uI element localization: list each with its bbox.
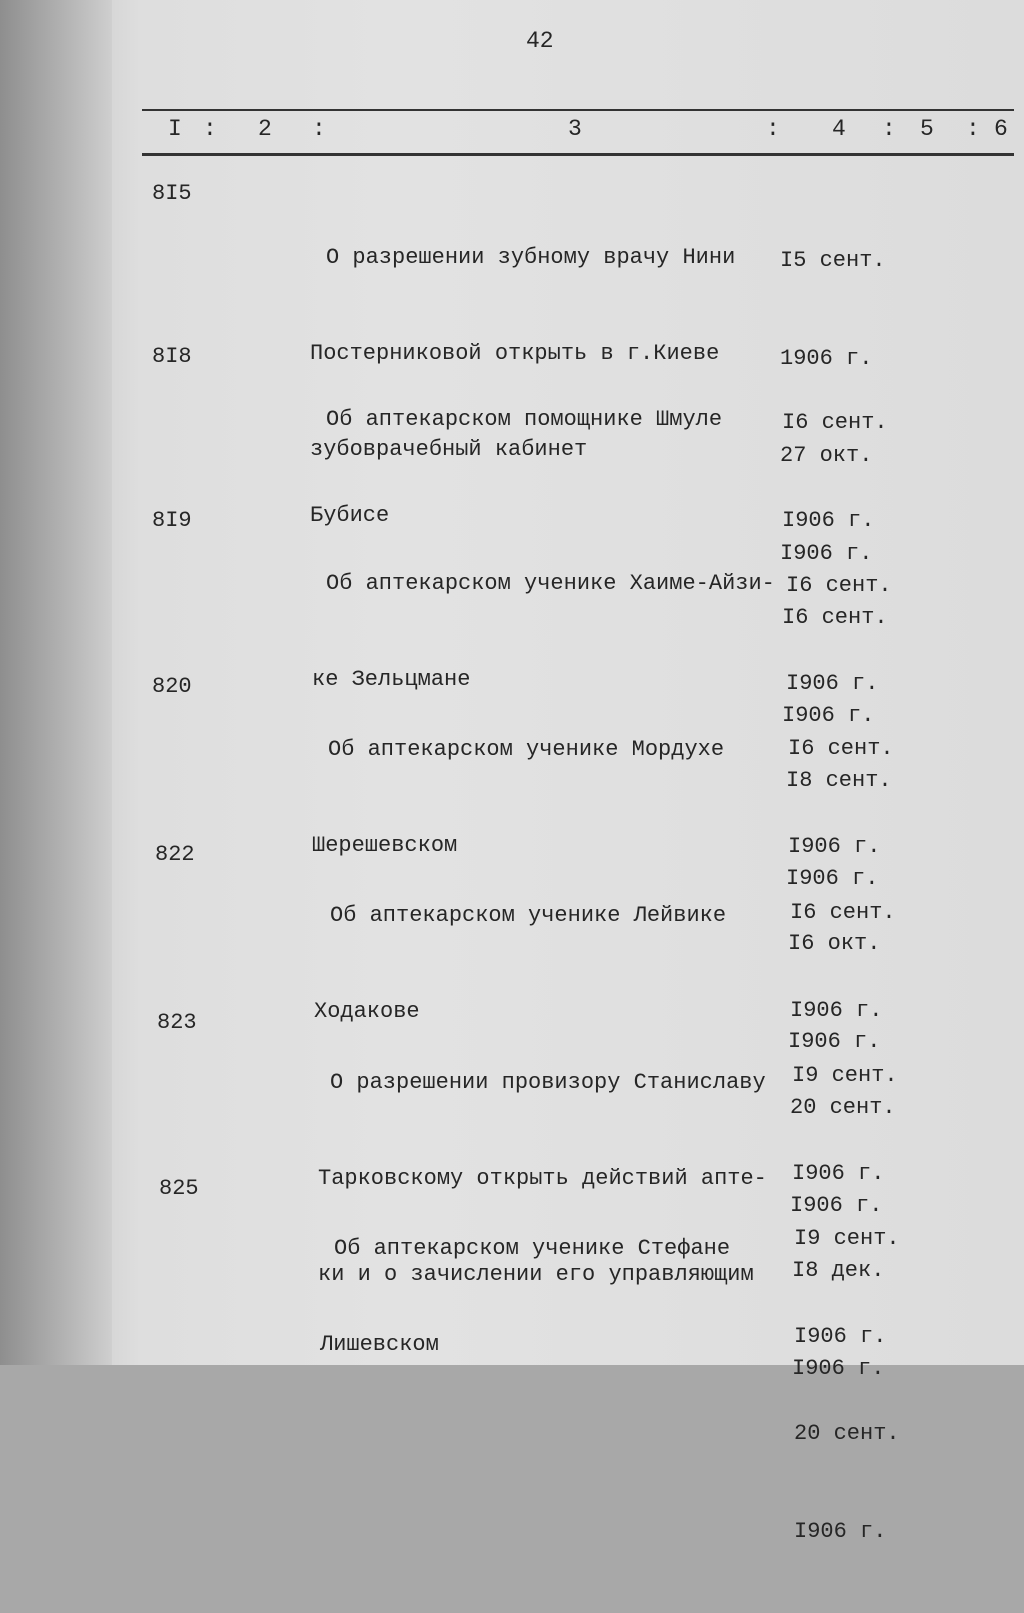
entry-title-line: Об аптекарском ученике Мордухе (328, 737, 725, 762)
header-col-4: 4 (832, 116, 846, 142)
entry-title-line: Шерешевском (312, 833, 458, 858)
entry-date-line: I906 г. (794, 1323, 887, 1349)
entry-title-line: Постерниковой открыть в г.Киеве (310, 341, 720, 366)
entry-title-line: Об аптекарском ученике Лейвике (330, 903, 727, 928)
entry-number: 825 (159, 1176, 199, 1201)
entry-title-line: Лишевском (320, 1332, 439, 1357)
entry-date-line: I906 г. (786, 670, 879, 696)
entry-number: 820 (152, 674, 192, 699)
entry-date-line: I906 г. (786, 865, 879, 891)
entry-title-line: Об аптекарском ученике Хаиме-Айзи- (326, 571, 775, 596)
entry-date-line: I906 г. (790, 1192, 883, 1218)
header-col-1: I (168, 116, 182, 142)
entry-date-line: I8 дек. (792, 1258, 885, 1283)
entry-date-line: 20 сент. (794, 1421, 900, 1446)
entry-number: 822 (155, 842, 195, 867)
entry-dates (794, 1158, 900, 1613)
entry-date-line: I906 г. (792, 1355, 885, 1381)
entry-date-line: I906 г. (782, 702, 875, 728)
entry-date-line: I906 г. (790, 997, 883, 1023)
entry-date-line: I906 г. (780, 540, 873, 566)
entry-title-line: зубоврачебный кабинет (310, 437, 588, 462)
entry-title-line: О разрешении зубному врачу Нини (326, 245, 736, 270)
header-separator: : (882, 116, 896, 142)
entry-date-line: I906 г. (792, 1160, 885, 1186)
entry-date-line: I6 окт. (788, 931, 881, 956)
page-number: 42 (526, 28, 554, 54)
entry-date-line: 20 сент. (790, 1095, 896, 1120)
entry-date-line: 1906 г. (780, 345, 873, 371)
entry-date-line: I906 г. (788, 1028, 881, 1054)
header-bottom-rule (142, 153, 1014, 156)
entry-date-line: I906 г. (788, 833, 881, 859)
entry-date-line: I9 сент. (794, 1226, 900, 1251)
entry-date-line: 27 окт. (780, 443, 873, 468)
entry-title-line: О разрешении провизору Станиславу (330, 1070, 766, 1095)
header-col-2: 2 (258, 116, 272, 142)
header-separator: : (312, 116, 326, 142)
header-top-rule (142, 109, 1014, 111)
entry-date-line: I6 сент. (788, 736, 894, 761)
entry-title-line: Об аптекарском помощнике Шмуле (326, 407, 723, 432)
entry-date-line: I906 г. (782, 507, 875, 533)
entry-title-line: ки и о зачислении его управляющим (318, 1262, 754, 1287)
header-separator: : (766, 116, 780, 142)
entry-title-line: Об аптекарском ученике Стефане (334, 1236, 731, 1261)
book-gutter (0, 0, 112, 1365)
entry-title (320, 1169, 730, 1425)
entry-date-line: I6 сент. (782, 605, 888, 630)
entry-number: 823 (157, 1010, 197, 1035)
header-col-3: 3 (568, 116, 582, 142)
header-col-5: 5 (920, 116, 934, 142)
header-col-6: 6 (994, 116, 1008, 142)
entry-number: 8I8 (152, 344, 192, 369)
entry-number: 8I9 (152, 508, 192, 533)
entry-date-line: I8 сент. (786, 768, 892, 793)
entry-date-line: I6 сент. (790, 900, 896, 925)
entry-title-line: ке Зельцмане (312, 667, 471, 692)
entry-date-line: I906 г. (794, 1518, 887, 1544)
header-separator: : (203, 116, 217, 142)
header-separator: : (966, 116, 980, 142)
entry-date-line: I9 сент. (792, 1063, 898, 1088)
entry-title-line: Ходакове (314, 999, 420, 1024)
entry-title-line: Бубисе (310, 503, 390, 528)
entry-date-line: I5 сент. (780, 248, 886, 273)
entry-number: 8I5 (152, 181, 192, 206)
entry-date-line: I6 сент. (786, 573, 892, 598)
entry-title-line: Тарковскому открыть действий апте- (318, 1166, 767, 1191)
entry-date-line: I6 сент. (782, 410, 888, 435)
